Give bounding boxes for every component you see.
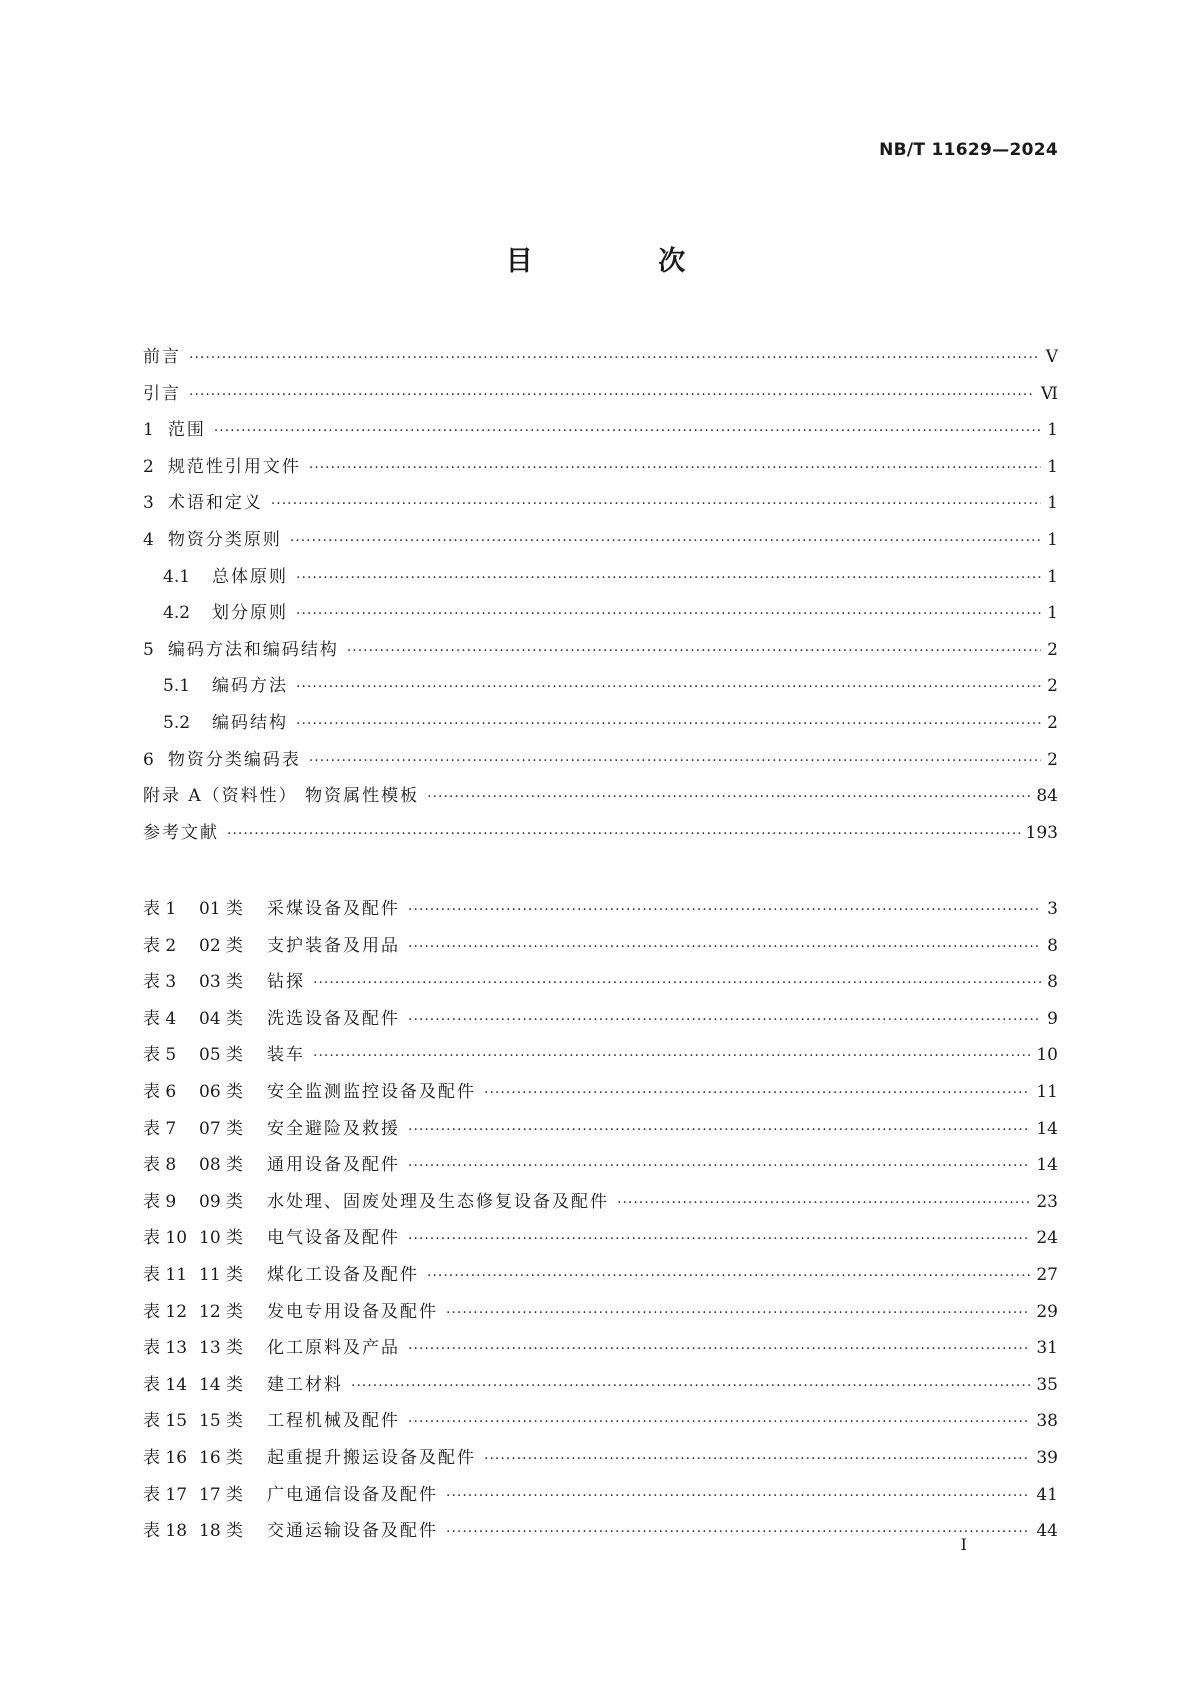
table-entry[interactable]: [143, 964, 1058, 1001]
list-of-tables: [143, 891, 1058, 1550]
table-entry-page: 31: [1036, 1338, 1058, 1359]
toc-entry-number: 5.1: [163, 676, 191, 697]
dot-leader: [296, 596, 1041, 633]
table-entry-class: 03 类: [199, 972, 244, 993]
toc-entry-number: 3: [143, 493, 154, 514]
toc-entry-page: 2: [1047, 639, 1058, 660]
dot-leader: [313, 965, 1041, 1002]
table-entry-label: 表 2: [143, 935, 177, 956]
toc-entry-title: 范围: [167, 420, 206, 441]
dot-leader: [408, 1112, 1030, 1149]
table-entry-label: 表 11: [143, 1264, 188, 1285]
table-entry-label: 表 13: [143, 1338, 188, 1359]
toc-entry-page: 193: [1025, 822, 1058, 843]
toc-entry[interactable]: [143, 742, 1058, 779]
toc-entry-page: 1: [1047, 420, 1058, 441]
dot-leader: [408, 1002, 1041, 1039]
table-entry-title: 安全避险及救援: [267, 1118, 400, 1139]
toc-entry-title: 划分原则: [212, 603, 289, 624]
toc-entry-title: 编码方法和编码结构: [167, 639, 339, 660]
standard-number: NB/T 11629—2024: [879, 140, 1058, 160]
dot-leader: [189, 377, 1035, 414]
dot-leader: [427, 1258, 1030, 1295]
table-entry[interactable]: [143, 1403, 1058, 1440]
toc-entry[interactable]: [143, 485, 1058, 522]
table-entry-page: 23: [1036, 1191, 1058, 1212]
table-entry-title: 安全监测监控设备及配件: [267, 1081, 476, 1102]
table-entry-label: 表 4: [143, 1008, 177, 1029]
table-entry-page: 27: [1036, 1264, 1058, 1285]
toc-entry-title: 规范性引用文件: [167, 456, 301, 477]
table-entry-page: 14: [1036, 1155, 1058, 1176]
toc-entry[interactable]: [143, 778, 1058, 815]
toc-entry-page: 2: [1047, 676, 1058, 697]
toc-entry-page: 2: [1047, 749, 1058, 770]
dot-leader: [296, 706, 1041, 743]
table-entry-label: 表 6: [143, 1081, 177, 1102]
toc-entry[interactable]: [143, 449, 1058, 486]
table-entry-label: 表 12: [143, 1301, 188, 1322]
table-entry-class: 10 类: [199, 1228, 244, 1249]
table-entry-class: 09 类: [199, 1191, 244, 1212]
dot-leader: [446, 1478, 1030, 1515]
table-entry[interactable]: [143, 1111, 1058, 1148]
table-entry-page: 11: [1036, 1081, 1058, 1102]
table-entry-title: 装车: [267, 1045, 305, 1066]
table-entry-title: 支护装备及用品: [267, 935, 400, 956]
table-entry[interactable]: [143, 1257, 1058, 1294]
toc-entry-number: 2: [143, 456, 154, 477]
table-entry-label: 表 8: [143, 1155, 177, 1176]
table-entry-title: 广电通信设备及配件: [267, 1484, 438, 1505]
dot-leader: [313, 1038, 1030, 1075]
toc-entry-title: 物资分类编码表: [167, 749, 301, 770]
table-entry[interactable]: [143, 1294, 1058, 1331]
toc-entry-page: 1: [1047, 493, 1058, 514]
table-entry-class: 17 类: [199, 1484, 244, 1505]
toc-entry-title: 物资分类原则: [167, 529, 282, 550]
dot-leader: [296, 560, 1041, 597]
table-entry-title: 通用设备及配件: [267, 1155, 400, 1176]
dot-leader: [484, 1441, 1030, 1478]
dot-leader: [446, 1514, 1030, 1551]
toc-entry-title: 附录 A（资料性） 物资属性模板: [143, 786, 420, 807]
table-entry-class: 18 类: [199, 1521, 244, 1542]
table-entry-title: 发电专用设备及配件: [267, 1301, 438, 1322]
table-entry[interactable]: [143, 1477, 1058, 1514]
table-entry-page: 39: [1036, 1447, 1058, 1468]
dot-leader: [347, 633, 1041, 670]
table-entry-page: 41: [1036, 1484, 1058, 1505]
table-entry-title: 工程机械及配件: [267, 1411, 400, 1432]
dot-leader: [408, 1221, 1030, 1258]
toc-entry-number: 5.2: [163, 712, 191, 733]
dot-leader: [484, 1075, 1030, 1112]
toc-entry-page: Ⅵ: [1040, 383, 1058, 404]
toc-entry[interactable]: [143, 339, 1058, 376]
table-entry-label: 表 9: [143, 1191, 177, 1212]
table-of-contents: [143, 339, 1058, 851]
toc-entry-page: 1: [1047, 456, 1058, 477]
dot-leader: [408, 892, 1041, 929]
table-entry-class: 16 类: [199, 1447, 244, 1468]
table-entry-page: 35: [1036, 1374, 1058, 1395]
toc-entry[interactable]: [143, 705, 1058, 742]
table-entry-class: 01 类: [199, 899, 244, 919]
table-entry-class: 04 类: [199, 1008, 244, 1029]
table-entry-class: 12 类: [199, 1301, 244, 1322]
toc-entry-page: 1: [1047, 603, 1058, 624]
toc-entry[interactable]: [143, 815, 1058, 852]
table-entry-label: 表 18: [143, 1521, 188, 1542]
toc-entry-title: 编码方法: [212, 676, 289, 697]
table-entry-page: 29: [1036, 1301, 1058, 1322]
toc-entry[interactable]: [143, 559, 1058, 596]
toc-entry[interactable]: [143, 522, 1058, 559]
toc-entry-number: 6: [143, 749, 154, 770]
table-entry-page: 8: [1047, 935, 1058, 956]
table-entry-page: 14: [1036, 1118, 1058, 1139]
dot-leader: [271, 486, 1041, 523]
table-entry-title: 电气设备及配件: [267, 1228, 400, 1249]
table-entry-label: 表 16: [143, 1447, 188, 1468]
table-entry-class: 07 类: [199, 1118, 244, 1139]
dot-leader: [189, 340, 1040, 377]
table-entry-class: 06 类: [199, 1081, 244, 1102]
page-number: Ⅰ: [960, 1535, 967, 1554]
dot-leader: [427, 779, 1030, 816]
table-entry-class: 05 类: [199, 1045, 244, 1066]
toc-entry-number: 4.2: [163, 603, 191, 624]
dot-leader: [408, 1331, 1030, 1368]
toc-entry[interactable]: [143, 595, 1058, 632]
table-entry[interactable]: [143, 1147, 1058, 1184]
toc-entry-title: 前言: [143, 347, 181, 367]
table-entry-page: 38: [1036, 1411, 1058, 1432]
table-entry-title: 采煤设备及配件: [267, 899, 400, 919]
table-entry-class: 11 类: [199, 1264, 244, 1285]
table-entry-label: 表 17: [143, 1484, 188, 1505]
toc-entry[interactable]: [143, 376, 1058, 413]
toc-entry-title: 引言: [143, 383, 181, 404]
dot-leader: [309, 450, 1041, 487]
table-entry[interactable]: [143, 1074, 1058, 1111]
table-entry[interactable]: [143, 1220, 1058, 1257]
table-entry-label: 表 15: [143, 1411, 188, 1432]
table-entry-title: 起重提升搬运设备及配件: [267, 1447, 476, 1468]
toc-entry-page: 2: [1047, 712, 1058, 733]
dot-leader: [617, 1185, 1030, 1222]
table-entry[interactable]: [143, 1330, 1058, 1367]
dot-leader: [227, 816, 1020, 853]
table-entry-title: 化工原料及产品: [267, 1338, 400, 1359]
dot-leader: [290, 523, 1041, 560]
table-entry-class: 14 类: [199, 1374, 244, 1395]
toc-entry-title: 编码结构: [212, 712, 289, 733]
toc-entry-number: 5: [143, 639, 154, 660]
table-entry[interactable]: [143, 1001, 1058, 1038]
toc-entry-number: 4: [143, 529, 154, 550]
table-entry-title: 煤化工设备及配件: [267, 1264, 419, 1285]
toc-entry-number: 4.1: [163, 566, 191, 587]
table-entry-page: 24: [1036, 1228, 1058, 1249]
table-entry-label: 表 5: [143, 1045, 177, 1066]
table-entry-page: 3: [1047, 899, 1058, 919]
toc-entry-title: 术语和定义: [167, 493, 263, 514]
dot-leader: [408, 1404, 1030, 1441]
dot-leader: [446, 1295, 1030, 1332]
table-entry-page: 10: [1036, 1045, 1058, 1066]
table-entry-class: 15 类: [199, 1411, 244, 1432]
toc-entry-number: 1: [143, 420, 154, 441]
table-entry[interactable]: [143, 891, 1058, 928]
toc-entry-page: 84: [1036, 786, 1058, 807]
dot-leader: [214, 413, 1041, 450]
toc-entry-title: 参考文献: [143, 822, 219, 843]
table-entry[interactable]: [143, 1037, 1058, 1074]
table-entry-page: 44: [1036, 1521, 1058, 1542]
table-entry-page: 8: [1047, 972, 1058, 993]
table-entry[interactable]: [143, 1440, 1058, 1477]
dot-leader: [408, 929, 1041, 966]
toc-entry[interactable]: [143, 632, 1058, 669]
table-entry-title: 钻探: [267, 972, 305, 993]
toc-entry[interactable]: [143, 412, 1058, 449]
toc-entry[interactable]: [143, 668, 1058, 705]
dot-leader: [309, 743, 1041, 780]
table-entry-class: 08 类: [199, 1155, 244, 1176]
dot-leader: [296, 669, 1041, 706]
table-entry[interactable]: [143, 1184, 1058, 1221]
table-entry-title: 洗选设备及配件: [267, 1008, 400, 1029]
table-entry[interactable]: [143, 1513, 1058, 1550]
table-entry-class: 13 类: [199, 1338, 244, 1359]
table-entry-title: 交通运输设备及配件: [267, 1521, 438, 1542]
table-entry-label: 表 14: [143, 1374, 188, 1395]
toc-entry-page: 1: [1047, 566, 1058, 587]
table-entry-label: 表 7: [143, 1118, 177, 1139]
table-entry-page: 9: [1047, 1008, 1058, 1029]
dot-leader: [408, 1148, 1030, 1185]
table-entry-label: 表 1: [143, 899, 177, 919]
table-entry-title: 建工材料: [267, 1374, 343, 1395]
toc-entry-page: Ⅴ: [1045, 347, 1058, 367]
toc-entry-page: 1: [1047, 529, 1058, 550]
dot-leader: [351, 1368, 1030, 1405]
table-entry-label: 表 3: [143, 972, 177, 993]
table-entry-class: 02 类: [199, 935, 244, 956]
table-entry-label: 表 10: [143, 1228, 188, 1249]
page-title: 目 次: [505, 246, 744, 277]
table-entry[interactable]: [143, 928, 1058, 965]
table-entry-title: 水处理、固废处理及生态修复设备及配件: [267, 1191, 609, 1212]
toc-entry-title: 总体原则: [212, 566, 289, 587]
table-entry[interactable]: [143, 1367, 1058, 1404]
